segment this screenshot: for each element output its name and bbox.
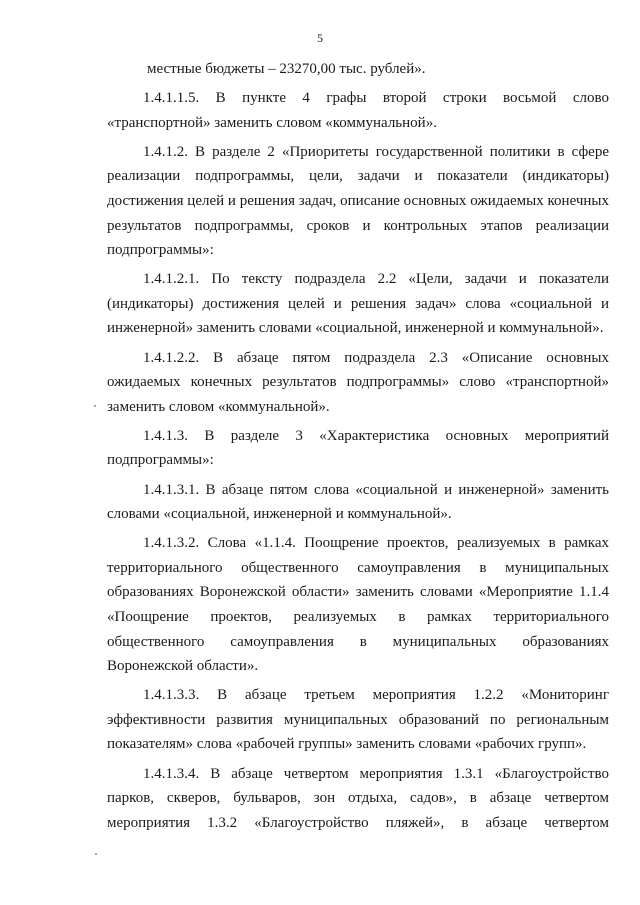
document-body: [107, 57, 609, 840]
paragraph-1-4-1-2-2: 1.4.1.2.2. В абзаце пятом подраздела 2.3 «Описание основных ожидаемых конечных результатов подпрограммы» слово «транспортной» заменить словом «коммунальной».: [107, 349, 609, 415]
paragraph-1-4-1-3-3: 1.4.1.3.3. В абзаце третьем мероприятия 1.2.2 «Мониторинг эффективности развития муниципальных образований по региональным показателям» слова «рабочей группы» заменить словами «рабочих групп».: [107, 687, 609, 753]
paragraph-1-4-1-1-5: 1.4.1.1.5. В пункте 4 графы второй строки восьмой слово «транспортной» заменить словом «коммунальной».: [107, 90, 609, 131]
paragraph-continuation: местные бюджеты – 23270,00 тыс. рублей».: [147, 61, 426, 77]
scan-speck: [95, 853, 97, 855]
paragraph-1-4-1-2-1: 1.4.1.2.1. По тексту подраздела 2.2 «Цели, задачи и показатели (индикаторы) достижения целей и решения задач» слова «социальной и инженерной» заменить словами «социальной, инженерной и коммунальной».: [107, 271, 609, 337]
paragraph-1-4-1-3-2: 1.4.1.3.2. Слова «1.1.4. Поощрение проектов, реализуемых в рамках территориального общественного самоуправления в муниципальных образованиях Воронежской области» заменить словами «Мероприятие 1.1.4 «Поощрение проектов, реализуемых в рамках территориального общественного самоуправления в муниципальных образованиях Воронежской области».: [107, 535, 609, 675]
paragraph-1-4-1-3-1: 1.4.1.3.1. В абзаце пятом слова «социальной и инженерной» заменить словами «социальной, инженерной и коммунальной».: [107, 481, 609, 523]
page-number: 5: [317, 31, 323, 45]
paragraph-1-4-1-3-4: 1.4.1.3.4. В абзаце четвертом мероприятия 1.3.1 «Благоустройство парков, скверов, бульваров, зон отдыха, садов», в абзаце четвертом мероприятия 1.3.2 «Благоустройство пляжей», в абзаце четвертом: [107, 765, 609, 831]
paragraph-1-4-1-3: 1.4.1.3. В разделе 3 «Характеристика основных мероприятий подпрограммы»:: [107, 427, 609, 469]
scan-speck: [94, 405, 96, 407]
paragraph-1-4-1-2: 1.4.1.2. В разделе 2 «Приоритеты государственной политики в сфере реализации подпрограммы, цели, задачи и показатели (индикаторы) достижения целей и решения задач, описание основных ожидаемых конечных результатов подпрограммы, сроков и контрольных этапов реализации подпрограммы»:: [107, 143, 609, 259]
